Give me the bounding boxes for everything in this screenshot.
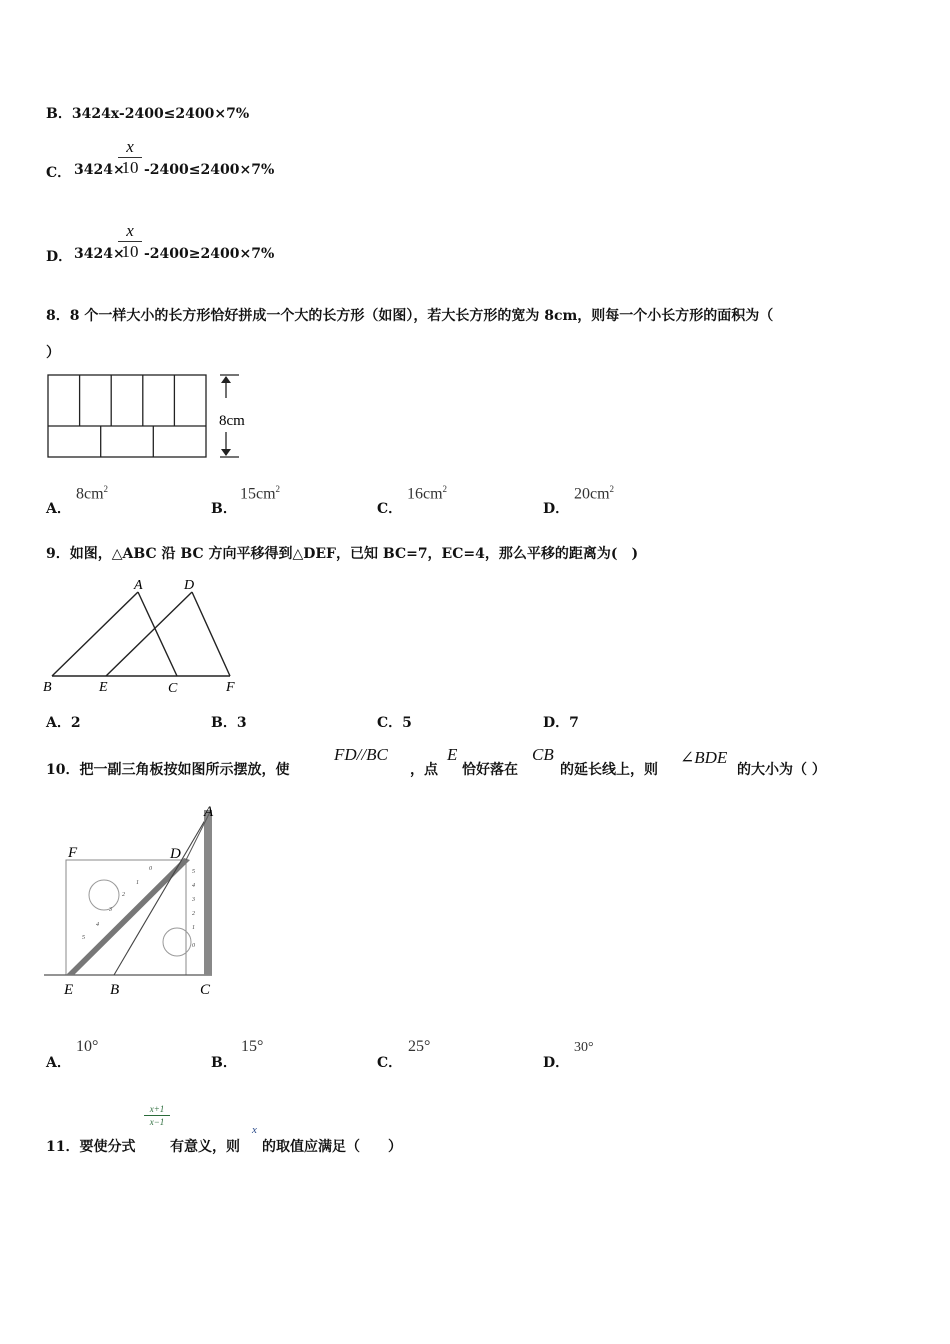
q8-question-line1: 8．8 个一样大小的长方形恰好拼成一个大的长方形（如图），若大长方形的宽为 8cm，则每一个小长方形的面积为（ <box>46 308 774 324</box>
math-expression: ∠BDE <box>680 748 728 767</box>
segment-DE <box>106 592 192 676</box>
option-label: A． <box>46 1055 71 1071</box>
option: A．2 <box>46 715 81 731</box>
question-text: 11．要使分式 <box>46 1139 136 1155</box>
question-text: 恰好落在 <box>462 762 518 778</box>
big-rectangle <box>48 375 206 457</box>
svg-text:5: 5 <box>82 935 85 941</box>
fraction-bar <box>144 1115 170 1116</box>
q9-question-text: 9．如图，△ABC 沿 BC 方向平移得到△DEF，已知 BC=7，EC=4，那么平移的距离为( ) <box>46 546 639 562</box>
question-text: 有意义，则 <box>170 1139 240 1155</box>
svg-text:1: 1 <box>136 880 139 886</box>
svg-text:3: 3 <box>192 897 195 903</box>
question-text: ，点 <box>410 762 438 778</box>
label-A: A <box>204 804 214 820</box>
option-value: $20cm^2$ <box>574 484 615 503</box>
option-label: D． <box>543 1055 570 1071</box>
option: B．3 <box>211 715 247 731</box>
segment-DF <box>192 592 230 676</box>
svg-text:0: 0 <box>192 943 195 949</box>
fraction-numerator: x <box>126 221 134 240</box>
option-value: 15° <box>241 1038 264 1055</box>
question-text: 的延长线上，则 <box>560 762 658 778</box>
label-D: D <box>184 578 195 593</box>
math-expression: FD//BC <box>334 745 388 764</box>
option-label: D． <box>46 249 73 265</box>
q8-rectangles-figure <box>44 370 264 466</box>
label-E: E <box>64 982 74 998</box>
fraction <box>118 222 142 261</box>
option-label: B． <box>46 106 72 122</box>
arrow-up-icon <box>221 376 231 383</box>
label-F: F <box>68 845 78 861</box>
fraction <box>118 138 142 177</box>
option: C．5 <box>377 715 412 731</box>
svg-text:5: 5 <box>192 869 195 875</box>
fraction-denominator: x−1 <box>149 1117 165 1127</box>
option-label: B． <box>211 501 237 517</box>
option-label: A． <box>46 501 71 517</box>
svg-text:4: 4 <box>96 922 99 928</box>
svg-text:2: 2 <box>192 911 195 917</box>
option-text: 3424x-2400≤2400×7% <box>71 106 250 122</box>
option-label: D． <box>543 501 570 517</box>
label-B: B <box>43 680 52 695</box>
arrow-down-icon <box>221 449 231 456</box>
option-text-post: -2400≤2400×7% <box>144 162 275 178</box>
question-text: 的大小为（ ） <box>737 762 826 778</box>
option-label: C． <box>377 1055 403 1071</box>
label-C: C <box>200 982 211 998</box>
label-B: B <box>110 982 120 998</box>
option-value: 30° <box>574 1040 594 1055</box>
svg-text:4: 4 <box>192 883 195 889</box>
option-value: 25° <box>408 1038 431 1055</box>
label-A: A <box>134 578 143 593</box>
option-value: 10° <box>76 1038 99 1055</box>
option-text-pre: 3424× <box>74 246 125 262</box>
q7-option-b <box>46 103 249 123</box>
fraction-numerator: x <box>126 137 134 156</box>
option-label: C． <box>46 165 72 181</box>
svg-text:3: 3 <box>109 907 112 913</box>
fraction-numerator: x+1 <box>149 1104 165 1114</box>
option-label: B． <box>211 1055 237 1071</box>
ruler-edge-AC <box>204 810 212 975</box>
option-value: $16cm^2$ <box>407 484 448 503</box>
fraction-denominator: 10 <box>121 158 139 177</box>
svg-text:2: 2 <box>122 892 125 898</box>
fraction <box>144 1104 170 1127</box>
label-C: C <box>168 681 178 696</box>
math-variable: x <box>252 1124 257 1136</box>
math-expression: E <box>447 745 458 764</box>
label-E: E <box>99 680 108 695</box>
math-expression: CB <box>532 745 554 764</box>
option: D．7 <box>543 715 579 731</box>
q8-question-line2: ） <box>46 345 60 361</box>
option-label: C． <box>377 501 403 517</box>
q10-set-squares-figure <box>44 800 234 1000</box>
svg-text:0: 0 <box>149 866 152 872</box>
question-text: 10．把一副三角板按如图所示摆放，使 <box>46 762 290 778</box>
question-text: 的取值应满足（ ） <box>262 1139 402 1155</box>
option-text-pre: 3424× <box>74 162 125 178</box>
option-value: $15cm^2$ <box>240 484 281 503</box>
option-value: $8cm^2$ <box>76 484 109 503</box>
svg-text:1: 1 <box>192 925 195 931</box>
q9-translation-figure <box>40 574 250 698</box>
dimension-label: 8cm <box>219 413 245 429</box>
label-D: D <box>170 846 181 862</box>
option-text-post: -2400≥2400×7% <box>144 246 275 262</box>
segment-AB <box>52 592 138 676</box>
fraction-denominator: 10 <box>121 242 139 261</box>
label-F: F <box>226 680 235 695</box>
segment-AC <box>138 592 177 676</box>
